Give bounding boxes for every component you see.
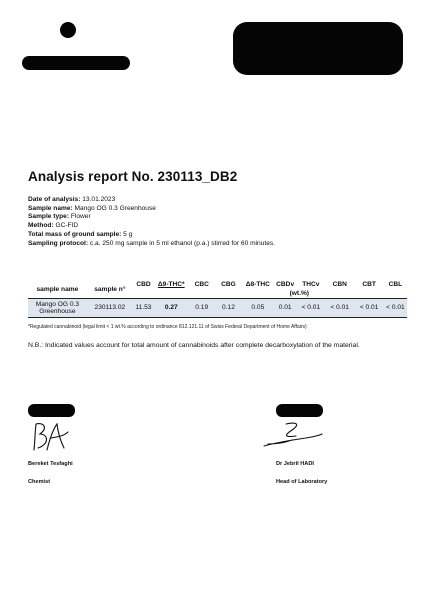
cell-cbc: 0.19 (195, 304, 209, 312)
redacted-signature-label-left (28, 404, 75, 417)
meta-sample-name (28, 205, 275, 214)
chemist-signature-image (30, 420, 74, 454)
redacted-address-block (233, 22, 403, 75)
report-title: Analysis report No. 230113_DB2 (28, 169, 238, 184)
nb-note: N.B.: Indicated values account for total amount of cannabinoids after complete decarboxylation of the material. (28, 342, 360, 349)
meta-protocol-value: c.a. 250 mg sample in 5 ml ethanol (p.a.) stirred for 60 minutes. (88, 239, 275, 247)
meta-date-label: Date of analysis: (28, 196, 81, 203)
meta-sample-type (28, 213, 275, 222)
cell-cbdv: 0.01 (278, 304, 292, 312)
header-unit: (wt.%) (289, 290, 310, 297)
table-header-row (28, 280, 407, 289)
unit-spacer-left (133, 289, 274, 299)
header-thcv: THCv (302, 281, 320, 288)
meta-method-label: Method: (28, 222, 54, 230)
redacted-company-name (22, 56, 130, 70)
footnote: *Regulated cannabinoid (legal limit < 1 wt.% according to ordinance 812.121.11 of Swiss Federal Department of Home Affairs) (28, 324, 307, 330)
head-of-lab-signature-image (262, 420, 324, 450)
redacted-logo (60, 22, 76, 38)
cell-cbt: < 0.01 (359, 304, 379, 312)
meta-protocol (28, 240, 275, 249)
meta-date (28, 196, 275, 205)
header-cbg: CBG (221, 281, 236, 288)
results-table (28, 280, 407, 318)
chemist-role: Chemist (28, 479, 51, 485)
cell-cbl: < 0.01 (386, 304, 405, 312)
meta-method-value: GC-FID (53, 222, 79, 230)
chemist-name: Bereket Tesfaghi (28, 461, 73, 467)
cell-cbg: 0.12 (222, 304, 235, 312)
meta-mass-label: Total mass of ground sample: (28, 230, 122, 238)
header-cbd: CBD (136, 281, 151, 288)
cell-sample-no: 230113.02 (94, 304, 126, 312)
unit-spacer-right (325, 289, 407, 299)
cell-cbd: 11.53 (135, 304, 152, 312)
cell-sample-name-line2: Greenhouse (39, 308, 76, 315)
header-thc: Δ9-THC* (157, 281, 185, 288)
header-cbl: CBL (388, 281, 403, 288)
head-of-lab-role: Head of Laboratory (276, 479, 328, 485)
header-cbc: CBC (194, 281, 209, 288)
head-of-lab-name: Dr Jebril HADI (276, 461, 314, 467)
meta-sample-type-label: Sample type: (28, 213, 70, 221)
header-sample-name: sample name (36, 285, 79, 293)
redacted-signature-label-right (276, 404, 323, 417)
results-table-wrapper (28, 280, 407, 318)
meta-mass-value: 5 g (121, 230, 133, 238)
header-cbt: CBT (362, 281, 376, 288)
sample-info (28, 196, 275, 248)
meta-protocol-label: Sampling protocol: (28, 239, 89, 247)
meta-mass (28, 231, 275, 240)
header-cbdv: CBDv (276, 281, 295, 288)
meta-sample-name-value: Mango OG 0.3 Greenhouse (72, 204, 156, 212)
cell-thcv: < 0.01 (301, 304, 321, 312)
header-thc8: Δ8-THC (245, 281, 270, 288)
cell-thc: 0.27 (164, 304, 178, 312)
meta-method (28, 222, 275, 231)
meta-date-value: 13.01.2023 (80, 196, 116, 203)
cell-cbn: < 0.01 (330, 304, 349, 312)
table-row (28, 299, 407, 318)
cell-thc8: 0.05 (251, 304, 265, 312)
meta-sample-type-value: Flower (69, 213, 91, 221)
header-cbn: CBN (332, 281, 347, 288)
header-sample-no: sample n° (94, 285, 126, 293)
cell-sample-name (28, 299, 87, 318)
meta-sample-name-label: Sample name: (28, 204, 73, 212)
cell-sample-name-line1: Mango OG 0.3 (35, 300, 80, 308)
